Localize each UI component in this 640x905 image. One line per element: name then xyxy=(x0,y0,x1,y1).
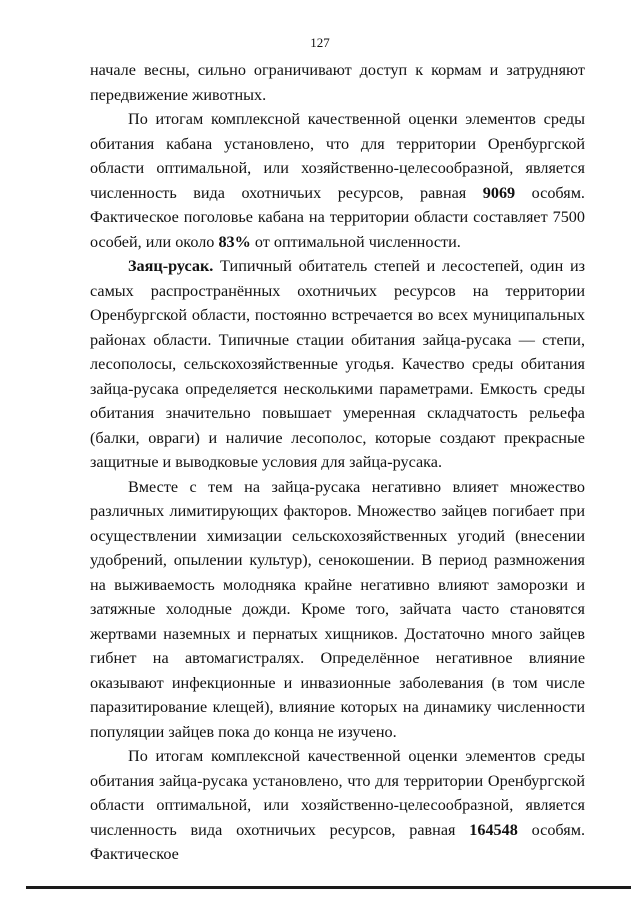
paragraph-boar-winter-end xyxy=(90,58,585,107)
paragraph-hare-assessment xyxy=(90,744,585,867)
document-body xyxy=(90,58,585,867)
paragraph-text: особям. Фактическое поголовье кабана на территории области составляет 7500 особей, или около xyxy=(90,183,585,251)
paragraph-text: от оптимальной численности. xyxy=(250,232,461,251)
paragraph-text: По итогам комплексной качественной оценки элементов среды обитания зайца-русака установлено, что для территории Оренбургской области оптимальной, или хозяйственно-целесообразной, является численность вида охотничьих ресурсов, равная xyxy=(90,747,585,839)
boar-optimal-count: 9069 xyxy=(482,183,516,202)
paragraph-hare-habitat xyxy=(90,254,585,475)
section-heading-hare: Заяц-русак. xyxy=(128,257,214,275)
paragraph-boar-assessment xyxy=(90,107,585,254)
paragraph-text: начале весны, сильно ограничивают доступ к кормам и затрудняют передвижение животных. xyxy=(90,61,585,104)
paragraph-text: особям. Фактическое xyxy=(90,820,585,863)
page-bottom-rule xyxy=(26,886,631,889)
paragraph-text: Вместе с тем на зайца-русака негативно влияет множество различных лимитирующих факторов. Множество зайцев погибает при осуществлении химизации сельскохозяйственных угодий (внесении удобрений, опылении культур), сенокошении. В период размножения на выживаемость молодняка крайне негативно влияют заморозки и затяжные холодные дожди. Кроме того, зайчата часто становятся жертвами наземных и пернатых хищников. Достаточно много зайцев гибнет на автомагистралях. Определённое негативное влияние оказывают инфекционные и инвазионные заболевания (в том числе паразитирование клещей), влияние которых на динамику численности популяции зайцев пока до конца не изучено. xyxy=(90,477,585,741)
page-number: 127 xyxy=(310,35,330,50)
boar-percent-of-optimal: 83% xyxy=(218,232,251,251)
paragraph-hare-limiting-factors xyxy=(90,475,585,745)
hare-optimal-count: 164548 xyxy=(469,820,518,839)
paragraph-text: По итогам комплексной качественной оценки элементов среды обитания кабана установлено, что для территории Оренбургской области оптимальной, или хозяйственно-целесообразной, является численность вида охотничьих ресурсов, равная xyxy=(90,110,585,202)
paragraph-text: Типичный обитатель степей и лесостепей, один из самых распространённых охотничьих ресурсов на территории Оренбургской области, постоянно встречается во всех муниципальных районах области. Типичные стации обитания зайца-русака — степи, лесополосы, сельскохозяйственные угодья. Качество среды обитания зайца-русака определяется несколькими параметрами. Емкость среды обитания значительно повышает умеренная складчатость рельефа (балки, овраги) и наличие лесополос, которые создают прекрасные защитные и выводковые условия для зайца-русака. xyxy=(90,257,585,471)
